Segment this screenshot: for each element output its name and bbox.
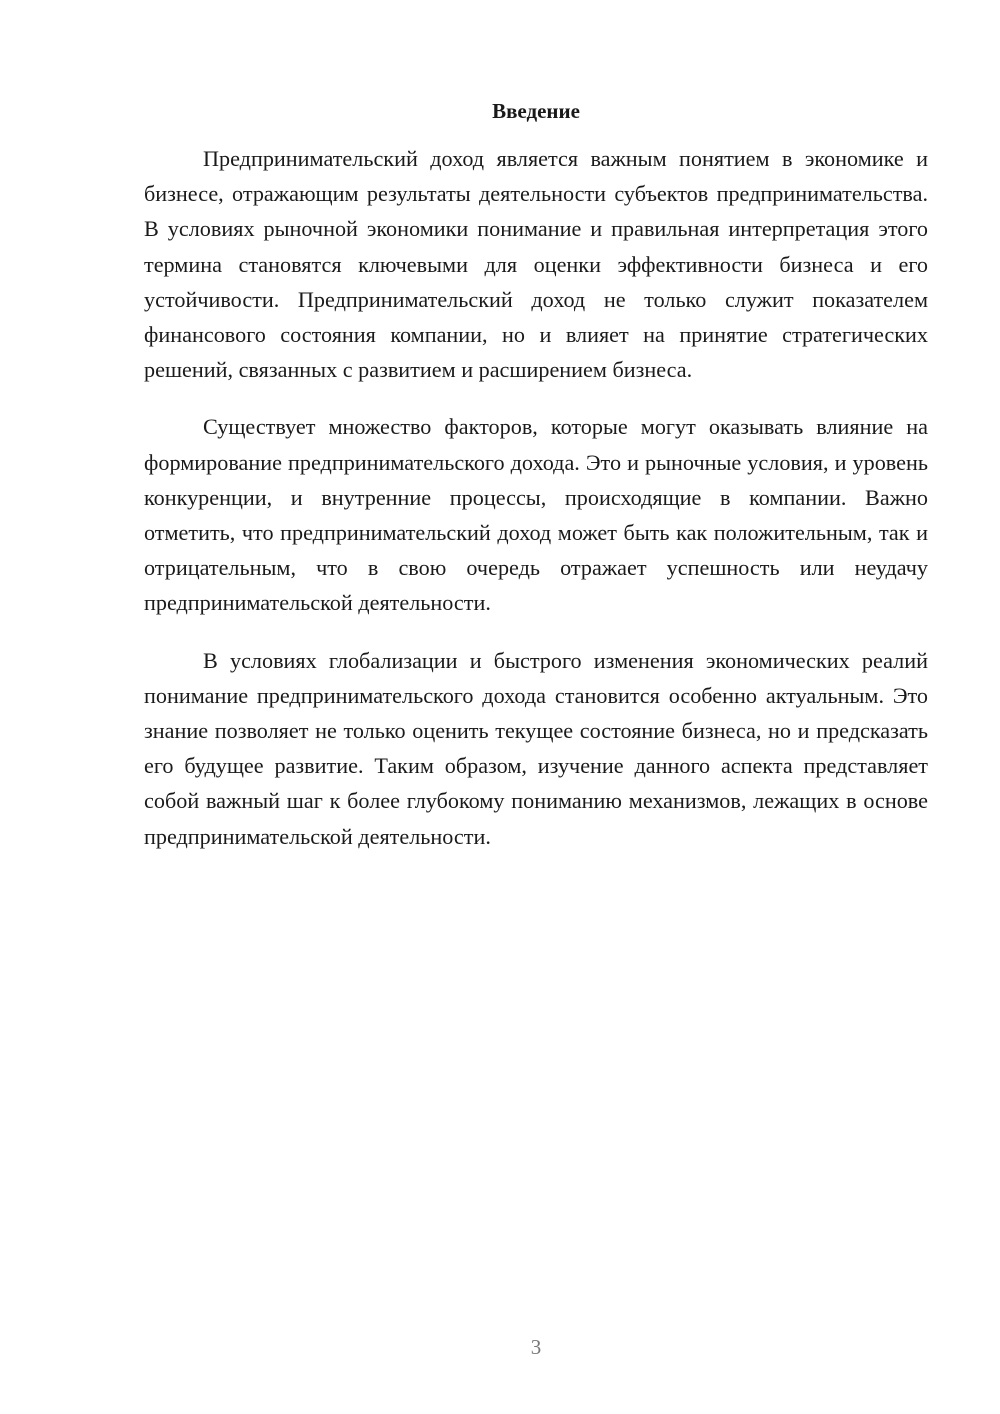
section-title: Введение (492, 99, 580, 123)
page-number: 3 (530, 1335, 542, 1359)
body-text (144, 141, 928, 876)
paragraph-1: Предпринимательский доход является важным понятием в экономике и бизнесе, отражающим результаты деятельности субъектов предпринимательства. В условиях рыночной экономики понимание и правильная интерпретация этого термина становятся ключевыми для оценки эффективности бизнеса и его устойчивости. Предпринимательский доход не только служит показателем финансового состояния компании, но и влияет на принятие стратегических решений, связанных с развитием и расширением бизнеса. (144, 146, 928, 383)
paragraph-3: В условиях глобализации и быстрого изменения экономических реалий понимание предпринимательского дохода становится особенно актуальным. Это знание позволяет не только оценить текущее состояние бизнеса, но и предсказать его будущее развитие. Таким образом, изучение данного аспекта представляет собой важный шаг к более глубокому пониманию механизмов, лежащих в основе предпринимательской деятельности. (144, 647, 928, 849)
paragraph-2: Существует множество факторов, которые могут оказывать влияние на формирование предпринимательского дохода. Это и рыночные условия, и уровень конкуренции, и внутренние процессы, происходящие в компании. Важно отметить, что предпринимательский доход может быть как положительным, так и отрицательным, что в свою очередь отражает успешность или неудачу предпринимательской деятельности. (144, 414, 928, 616)
